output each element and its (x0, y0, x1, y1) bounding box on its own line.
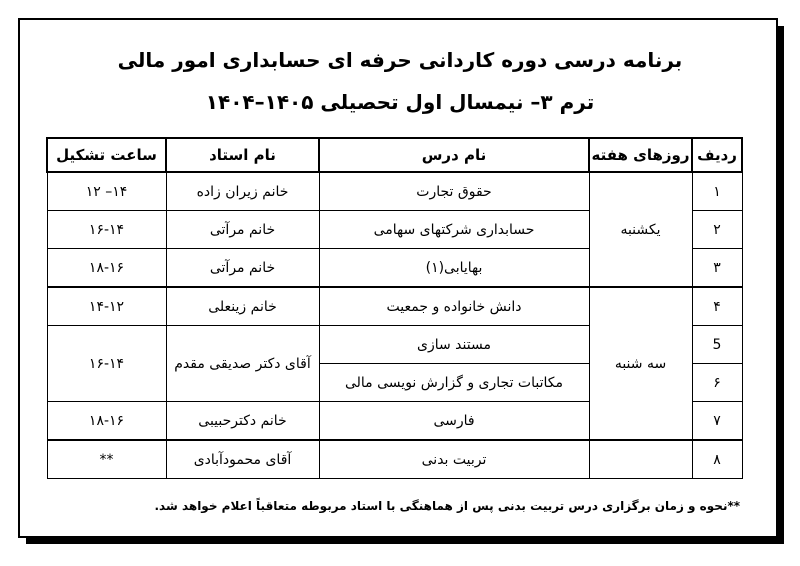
table-row (47, 287, 742, 326)
header-class-time: ساعت تشکیل (47, 138, 166, 172)
row-number: 5 (692, 326, 742, 364)
frame-shadow-right (778, 26, 784, 544)
header-course-name: نام درس (319, 138, 589, 172)
weekday-cell: سه شنبه (589, 287, 692, 440)
teacher-name: آقای محمودآبادی (166, 440, 319, 479)
row-number: ۶ (692, 364, 742, 402)
header-teacher-name: نام استاد (166, 138, 319, 172)
table-row (47, 440, 742, 479)
teacher-name: خانم زیران زاده (166, 172, 319, 211)
class-time: ۱۴-۱۲ (47, 287, 166, 326)
table-row (47, 172, 742, 211)
course-name: بهایابی(۱) (319, 249, 589, 288)
table-header-row (47, 138, 742, 172)
header-row-number: ردیف (692, 138, 742, 172)
schedule-table (46, 137, 743, 479)
weekday-cell (589, 440, 692, 479)
row-number: ۴ (692, 287, 742, 326)
course-name: تربیت بدنی (319, 440, 589, 479)
class-time: ۱۸-۱۶ (47, 402, 166, 441)
class-time: ** (47, 440, 166, 479)
course-name: مکاتبات تجاری و گزارش نویسی مالی (319, 364, 589, 402)
document-title: برنامه درسی دوره کاردانی حرفه ای حسابداری امور مالی (117, 48, 683, 72)
row-number: ۱ (692, 172, 742, 211)
course-name: دانش خانواده و جمعیت (319, 287, 589, 326)
header-weekday: روزهای هفته (589, 138, 692, 172)
course-name: حسابداری شرکتهای سهامی (319, 211, 589, 249)
class-time: ۱۸-۱۶ (47, 249, 166, 288)
teacher-name: خانم دکترحبیبی (166, 402, 319, 441)
row-number: ۳ (692, 249, 742, 288)
footnote: **نحوه و زمان برگزاری درس تربیت بدنی پس از هماهنگی با استاد مربوطه متعاقباً اعلام خواهد شد. (154, 499, 740, 513)
class-time: ۱۶-۱۴ (47, 211, 166, 249)
course-name: مستند سازی (319, 326, 589, 364)
row-number: ۸ (692, 440, 742, 479)
row-number: ۲ (692, 211, 742, 249)
course-name: حقوق تجارت (319, 172, 589, 211)
teacher-name: خانم مرآتی (166, 249, 319, 288)
class-time: ۱۴– ۱۲ (47, 172, 166, 211)
frame-shadow-bottom (26, 538, 784, 544)
teacher-name: خانم مرآتی (166, 211, 319, 249)
course-name: فارسی (319, 402, 589, 441)
weekday-cell: یکشنبه (589, 172, 692, 287)
teacher-name: خانم زینعلی (166, 287, 319, 326)
teacher-name: آقای دکتر صدیقی مقدم (166, 326, 319, 402)
class-time: ۱۶-۱۴ (47, 326, 166, 402)
row-number: ۷ (692, 402, 742, 441)
document-subtitle: ترم ۳– نیمسال اول تحصیلی ۱۴۰۵–۱۴۰۴ (205, 90, 595, 114)
